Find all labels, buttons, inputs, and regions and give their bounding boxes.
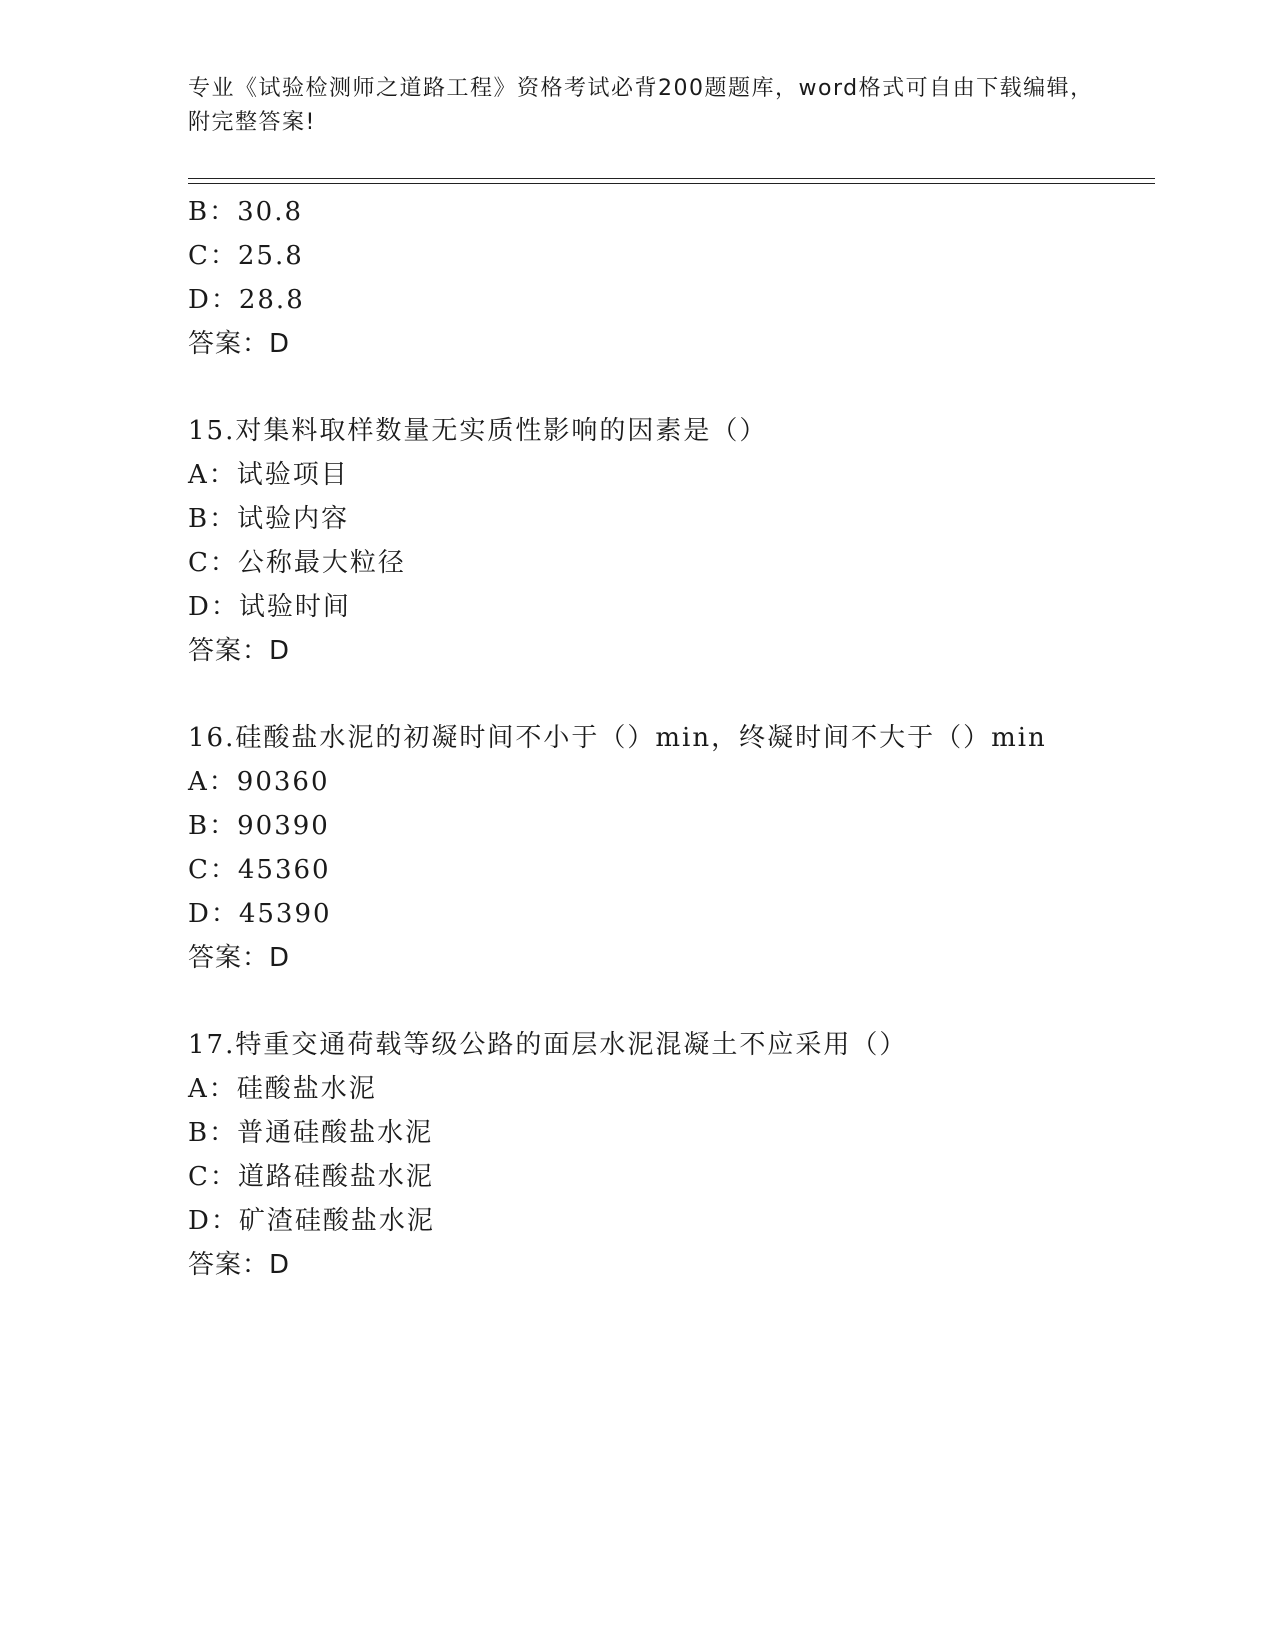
- answer-line: 答案：D: [188, 1250, 291, 1280]
- question-stem: 15.对集料取样数量无实质性影响的因素是（）: [188, 416, 768, 446]
- option-a: A：硅酸盐水泥: [188, 1074, 377, 1104]
- option-d: D：试验时间: [188, 592, 351, 622]
- option-b: B：普通硅酸盐水泥: [188, 1118, 434, 1148]
- option-b: B：30.8: [188, 197, 303, 227]
- option-d: D：矿渣硅酸盐水泥: [188, 1206, 435, 1236]
- option-c: C：25.8: [188, 241, 304, 271]
- answer-line: 答案：D: [188, 636, 291, 666]
- option-d: D：45390: [188, 899, 332, 929]
- answer-line: 答案：D: [188, 329, 291, 359]
- question-stem: 16.硅酸盐水泥的初凝时间不小于（）min，终凝时间不大于（）min: [188, 723, 1047, 753]
- document-header: 专业《试验检测师之道路工程》资格考试必背200题题库，word格式可自由下载编辑，附完整答案!: [188, 76, 1094, 135]
- option-a: A：试验项目: [188, 460, 349, 490]
- option-a: A：90360: [188, 767, 330, 797]
- answer-line: 答案：D: [188, 943, 291, 973]
- option-c: C：道路硅酸盐水泥: [188, 1162, 434, 1192]
- option-b: B：90390: [188, 811, 330, 841]
- header-divider-top: [188, 178, 1155, 179]
- option-d: D：28.8: [188, 285, 305, 315]
- option-c: C：45360: [188, 855, 331, 885]
- option-b: B：试验内容: [188, 504, 350, 534]
- question-stem: 17.特重交通荷载等级公路的面层水泥混凝土不应采用（）: [188, 1030, 908, 1060]
- option-c: C：公称最大粒径: [188, 548, 406, 578]
- header-divider-bottom: [188, 183, 1155, 184]
